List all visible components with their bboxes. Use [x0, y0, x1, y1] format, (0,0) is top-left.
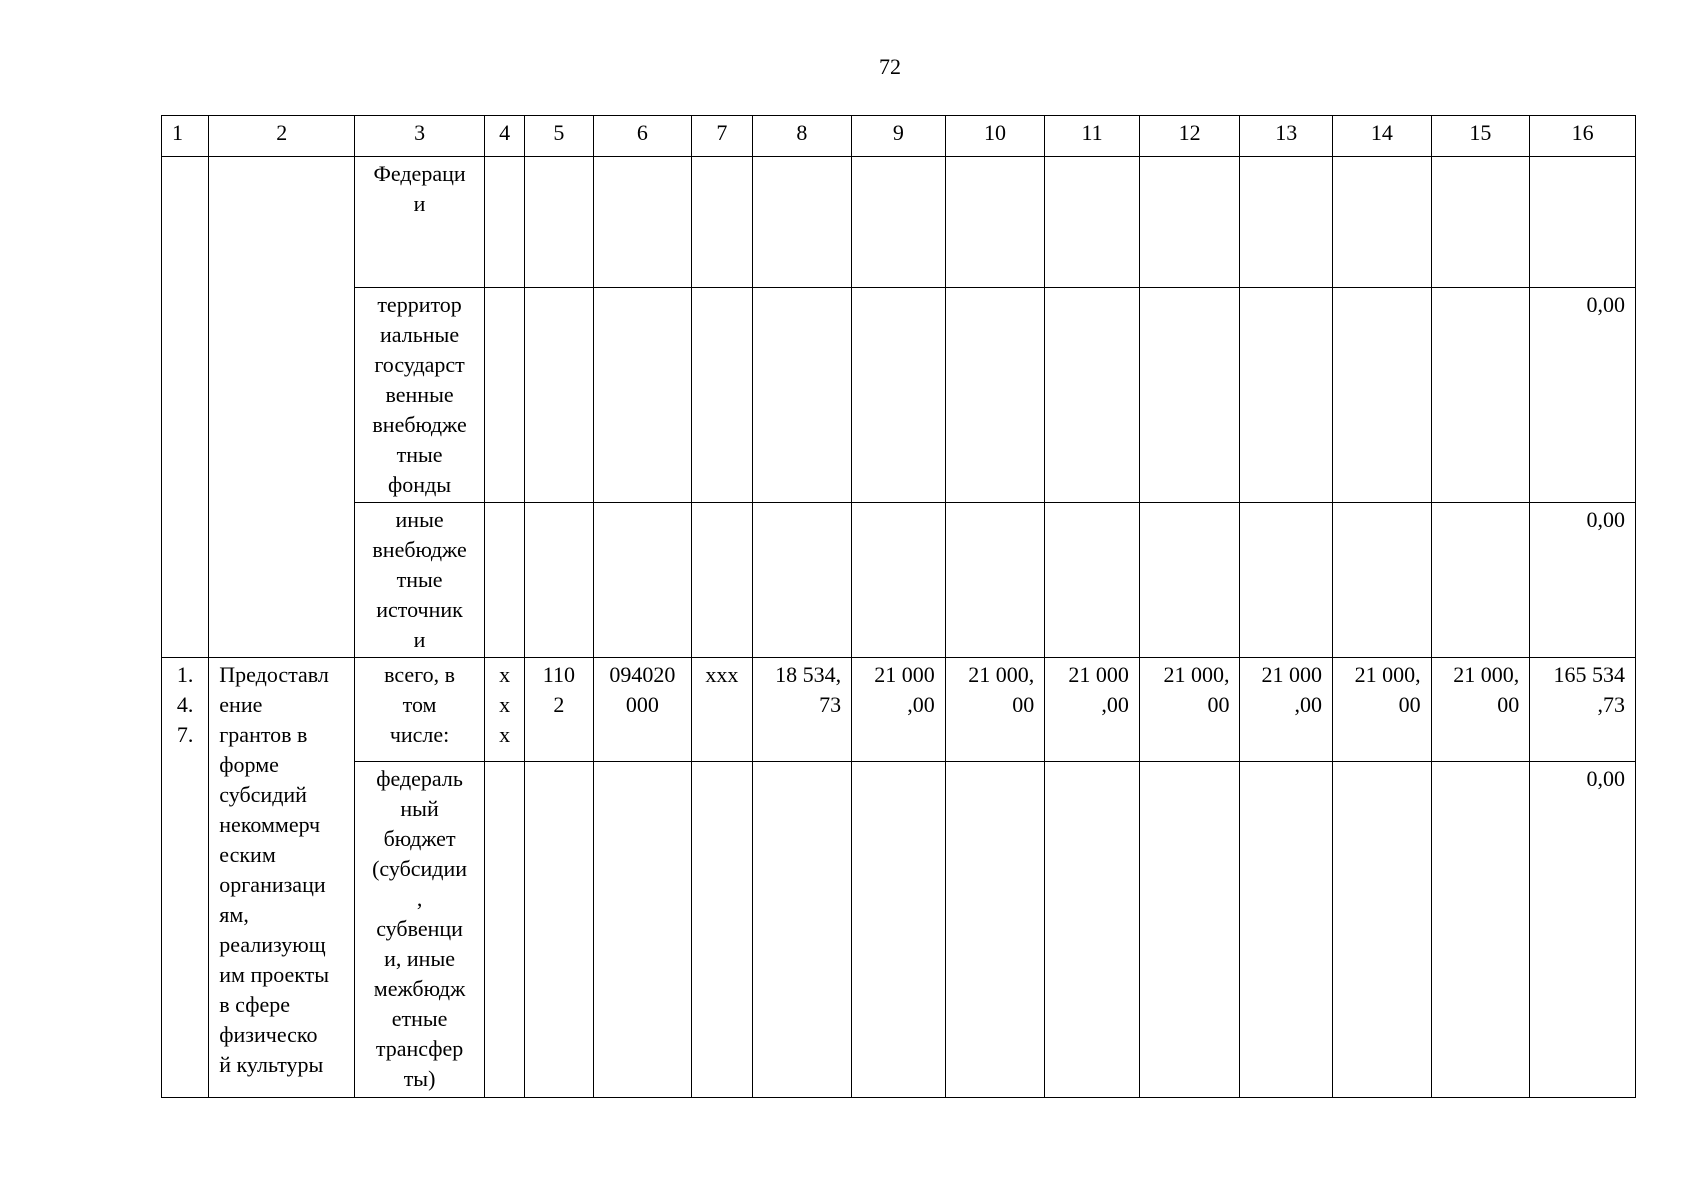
cell-empty — [162, 157, 209, 658]
value-col-13: 21 000 ,00 — [1240, 658, 1333, 762]
table-row — [162, 658, 1636, 762]
header-col-4: 4 — [484, 116, 524, 157]
header-col-13: 13 — [1240, 116, 1333, 157]
code-col-5: 110 2 — [525, 658, 593, 762]
code-col-6: 094020 000 — [593, 658, 692, 762]
budget-table — [161, 115, 1636, 1098]
value-col-15: 21 000, 00 — [1431, 658, 1530, 762]
header-col-5: 5 — [525, 116, 593, 157]
table-row — [162, 762, 1636, 1098]
value-col-8: 18 534, 73 — [752, 658, 852, 762]
code-col-7: ххх — [692, 658, 752, 762]
page-number: 72 — [879, 54, 901, 79]
value-col-14: 21 000, 00 — [1333, 658, 1432, 762]
source-label: федераль ный бюджет (субсидии , субвенци и, иные межбюдж етные трансфер ты) — [355, 762, 485, 1098]
value-col-9: 21 000 ,00 — [852, 658, 946, 762]
header-col-10: 10 — [945, 116, 1045, 157]
header-col-11: 11 — [1045, 116, 1140, 157]
table-row — [162, 157, 1636, 288]
header-col-7: 7 — [692, 116, 752, 157]
header-col-1: 1 — [162, 116, 209, 157]
total-value: 0,00 — [1530, 762, 1636, 1098]
header-col-12: 12 — [1139, 116, 1240, 157]
header-col-3: 3 — [355, 116, 485, 157]
header-col-6: 6 — [593, 116, 692, 157]
value-col-11: 21 000 ,00 — [1045, 658, 1140, 762]
value-col-10: 21 000, 00 — [945, 658, 1045, 762]
source-label: территор иальные государст венные внебюдже тные фонды — [355, 288, 485, 503]
source-label: иные внебюдже тные источник и — [355, 503, 485, 658]
table-row — [162, 503, 1636, 658]
header-col-2: 2 — [209, 116, 355, 157]
header-row — [162, 116, 1636, 157]
header-col-9: 9 — [852, 116, 946, 157]
total-value: 0,00 — [1530, 503, 1636, 658]
item-number: 1. 4. 7. — [162, 658, 209, 1098]
header-col-16: 16 — [1530, 116, 1636, 157]
header-col-8: 8 — [752, 116, 852, 157]
code-col-4: х х х — [484, 658, 524, 762]
total-value: 0,00 — [1530, 288, 1636, 503]
cell-empty — [209, 157, 355, 658]
value-col-12: 21 000, 00 — [1139, 658, 1240, 762]
item-description: Предоставл ение грантов в форме субсидий некоммерч еским организаци ям, реализующ им проекты в сфере физическо й культуры — [209, 658, 355, 1098]
header-col-15: 15 — [1431, 116, 1530, 157]
source-label: всего, в том числе: — [355, 658, 485, 762]
source-label: Федераци и — [355, 157, 485, 288]
header-col-14: 14 — [1333, 116, 1432, 157]
table-row — [162, 288, 1636, 503]
total-value: 165 534 ,73 — [1530, 658, 1636, 762]
